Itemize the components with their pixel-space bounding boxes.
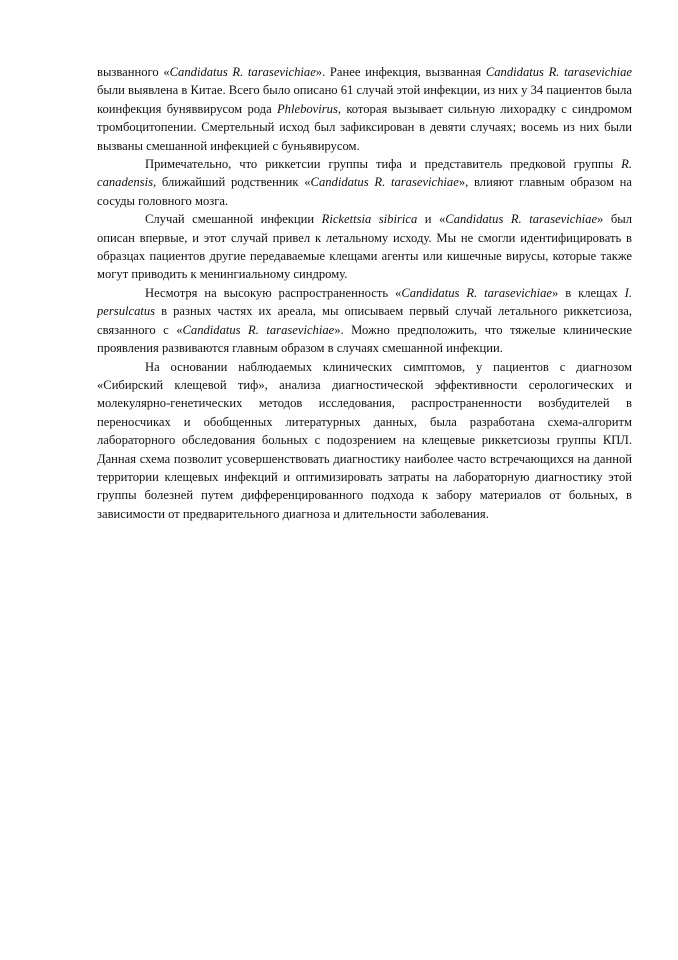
- italic-text-run: Rickettsia sibirica: [321, 212, 418, 227]
- body-paragraph: [97, 63, 632, 155]
- text-run: вызванного «: [97, 65, 170, 79]
- italic-text-run: R. canadensis: [97, 157, 632, 190]
- text-run: , ближайший родственник «: [152, 175, 311, 190]
- italic-text-run: Candidatus R. tarasevichiae: [182, 322, 335, 337]
- body-paragraph: [97, 210, 632, 284]
- text-run: и «: [417, 212, 446, 227]
- italic-text-run: Candidatus R. tarasevichiae: [401, 285, 552, 300]
- document-body: [97, 63, 632, 523]
- text-run: ». Можно предположить, что тяжелые клинические проявления развиваются главным образом в случаях смешанной инфекции.: [97, 322, 632, 356]
- text-run: Случай смешанной инфекции: [145, 212, 322, 227]
- text-run: Примечательно, что риккетсии группы тифа и представитель предковой группы: [145, 157, 622, 172]
- italic-text-run: Candidatus R. tarasevichiae: [445, 212, 598, 227]
- text-run: » в клещах: [551, 285, 625, 300]
- italic-text-run: I. persulcatus: [97, 285, 632, 319]
- text-run: Несмотря на высокую распространенность «: [145, 285, 402, 300]
- text-run: » был описан впервые, и этот случай привел к летальному исходу. Мы не смогли идентифицировать в образцах пациентов другие передаваемые клещами агенты или кишечные вирусы, которые также могут приводить к менингиальному синдрому.: [97, 212, 632, 282]
- text-run: были выявлена в Китае. Всего было описано 61 случай этой инфекции, из них у 34 пациентов была коинфекция буняввирусом рода: [97, 83, 632, 116]
- text-run: , которая вызывает сильную лихорадку с синдромом тромбоцитопении. Смертельный исход был зафиксирован в девяти случаях; восемь из них были вызваны смешанной инфекцией с буньявирусом.: [97, 101, 632, 153]
- italic-text-run: Candidatus R. tarasevichiae: [169, 65, 316, 79]
- italic-text-run: Candidatus R. tarasevichiae: [485, 65, 632, 79]
- text-run: », влияют главным образом на сосуды головного мозга.: [97, 175, 632, 208]
- text-run: На основании наблюдаемых клинических симптомов, у пациентов с диагнозом «Сибирский клещевой тиф», анализа диагностической эффективности серологических и молекулярно-генетических методов исследования, распространенности возбудителей в переносчиках и обобщенных литературных данных, была разработана схема-алгоритм лабораторного обследования больных с подозрением на клещевые риккетсиозы группы КПЛ. Данная схема позволит усовершенствовать диагностику наиболее часто встречающихся на данной территории клещевых инфекций и оптимизировать затраты на лабораторную диагностику этой группы болезней путем дифференцированного подхода к забору материалов от больных, в зависимости от предварительного диагноза и длительности заболевания.: [97, 359, 632, 521]
- body-paragraph: [97, 155, 632, 210]
- text-run: в разных частях их ареала, мы описываем первый случай летального риккетсиоза, связанного с «: [97, 304, 632, 337]
- italic-text-run: Phlebovirus: [276, 101, 338, 116]
- italic-text-run: Candidatus R. tarasevichiae: [310, 175, 459, 190]
- text-run: ». Ранее инфекция, вызванная: [315, 65, 486, 79]
- body-paragraph: [97, 358, 632, 524]
- body-paragraph: [97, 284, 632, 358]
